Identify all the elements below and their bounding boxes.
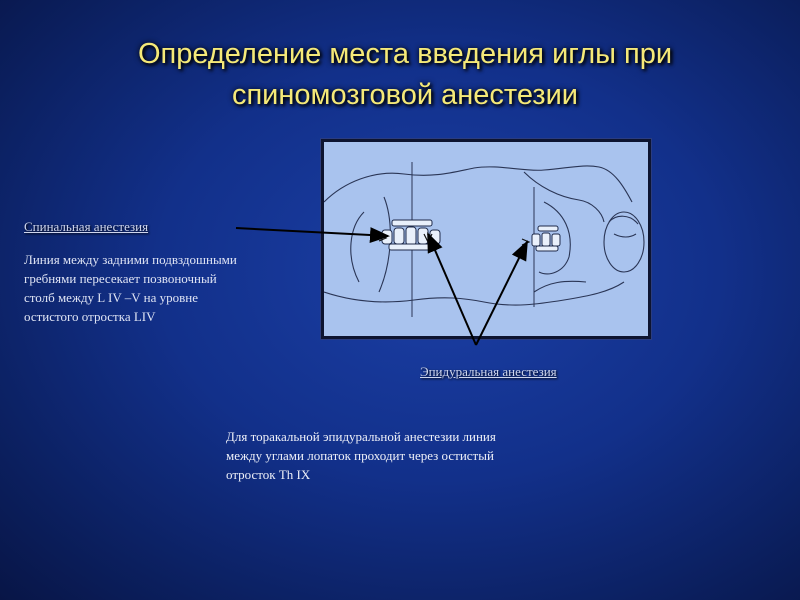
thoracic-epidural-note: Для торакальной эпидуральной анестезии линия между углами лопаток проходит через остистый отросток Th IX — [226, 429, 496, 482]
slide-title-line2: спиномозговой анестезии — [231, 79, 579, 111]
epidural-anesthesia-heading: Эпидуральная анестезия — [420, 364, 557, 379]
spinal-anesthesia-description: Линия между задними подвздошными гребнями пересекает позвоночный столб между L IV –V на уровне остистого отростка LIV — [24, 252, 237, 324]
spinal-anesthesia-heading: Спинальная анестезия — [24, 219, 149, 234]
slide-title-line1: Определение места введения иглы при — [137, 38, 673, 70]
